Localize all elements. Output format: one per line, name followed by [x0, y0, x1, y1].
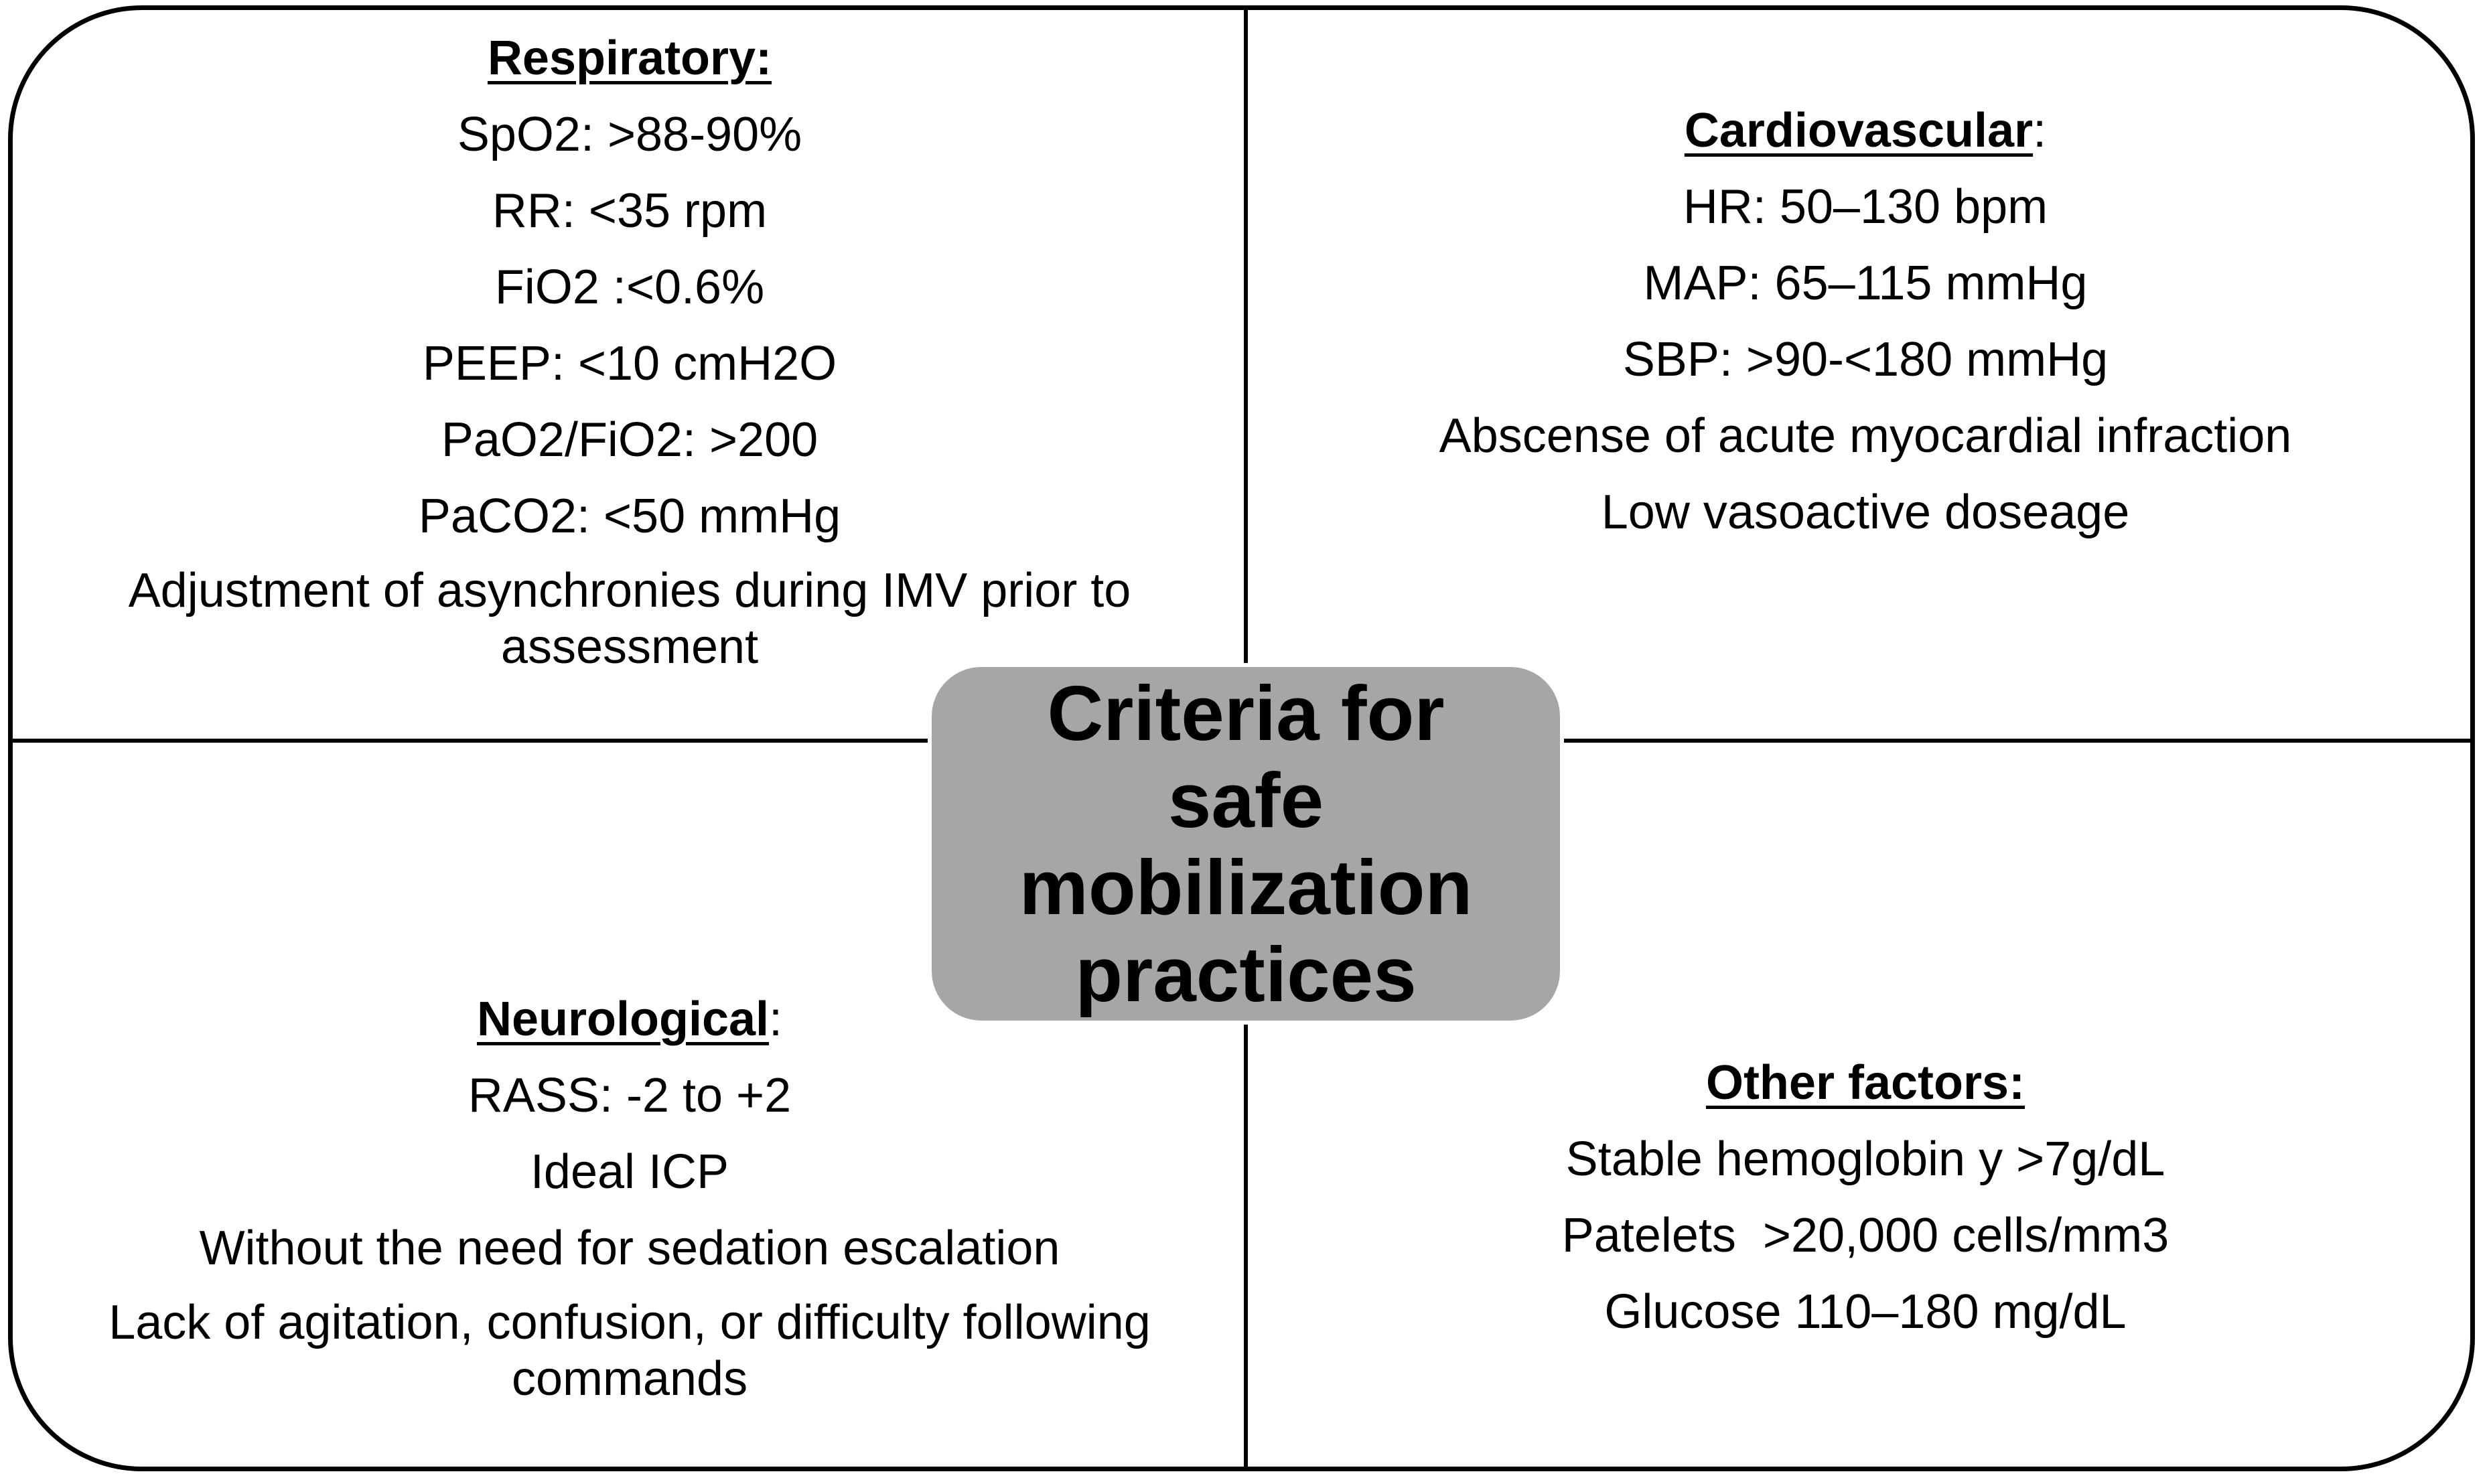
other-factors-heading-text: Other factors:	[1705, 1056, 2025, 1110]
respiratory-item: SpO2: >88-90%	[457, 108, 802, 161]
center-title-box	[928, 663, 1564, 1025]
cardiovascular-heading	[1259, 92, 2472, 169]
neurological-item: Without the need for sedation escalation	[199, 1221, 1060, 1275]
center-title: Criteria for safe mobilization practices	[1019, 670, 1473, 1018]
other-factors-item: Stable hemoglobin y >7g/dL	[1565, 1132, 2165, 1186]
other-factors-item: Glucose 110–180 mg/dL	[1604, 1285, 2127, 1339]
respiratory-heading	[40, 20, 1219, 96]
other-factors-item: Patelets >20,000 cells/mm3	[1561, 1209, 2169, 1262]
respiratory-item: PaO2/FiO2: >200	[441, 413, 819, 467]
respiratory-item: FiO2 :<0.6%	[494, 261, 765, 314]
cardiovascular-heading-suffix: :	[2033, 104, 2047, 157]
neurological-item: Ideal ICP	[530, 1145, 729, 1199]
cardiovascular-heading-text: Cardiovascular	[1684, 104, 2034, 157]
neurological-heading-text: Neurological	[476, 992, 770, 1046]
other-factors-quadrant	[1259, 1045, 2472, 1350]
neurological-heading-suffix: :	[769, 992, 783, 1046]
respiratory-item: RR: <35 rpm	[492, 184, 768, 238]
cardiovascular-item: Abscense of acute myocardial infraction	[1439, 409, 2292, 463]
cardiovascular-item: HR: 50–130 bpm	[1683, 180, 2048, 234]
neurological-item: Lack of agitation, confusion, or difficulty following commands	[109, 1296, 1151, 1406]
cardiovascular-item: SBP: >90-<180 mmHg	[1622, 333, 2109, 386]
cardiovascular-quadrant	[1259, 92, 2472, 550]
respiratory-item: Adjustment of asynchronies during IMV prior to assessment	[128, 564, 1131, 674]
cardiovascular-item: MAP: 65–115 mmHg	[1643, 256, 2088, 310]
neurological-item: RASS: -2 to +2	[468, 1069, 792, 1122]
other-factors-heading	[1259, 1045, 2472, 1121]
respiratory-heading-text: Respiratory:	[487, 31, 772, 85]
respiratory-item: PEEP: <10 cmH2O	[422, 337, 837, 390]
respiratory-item: PaCO2: <50 mmHg	[418, 490, 841, 543]
neurological-quadrant	[27, 981, 1232, 1407]
cardiovascular-item: Low vasoactive doseage	[1601, 486, 2130, 539]
respiratory-quadrant	[40, 20, 1219, 675]
